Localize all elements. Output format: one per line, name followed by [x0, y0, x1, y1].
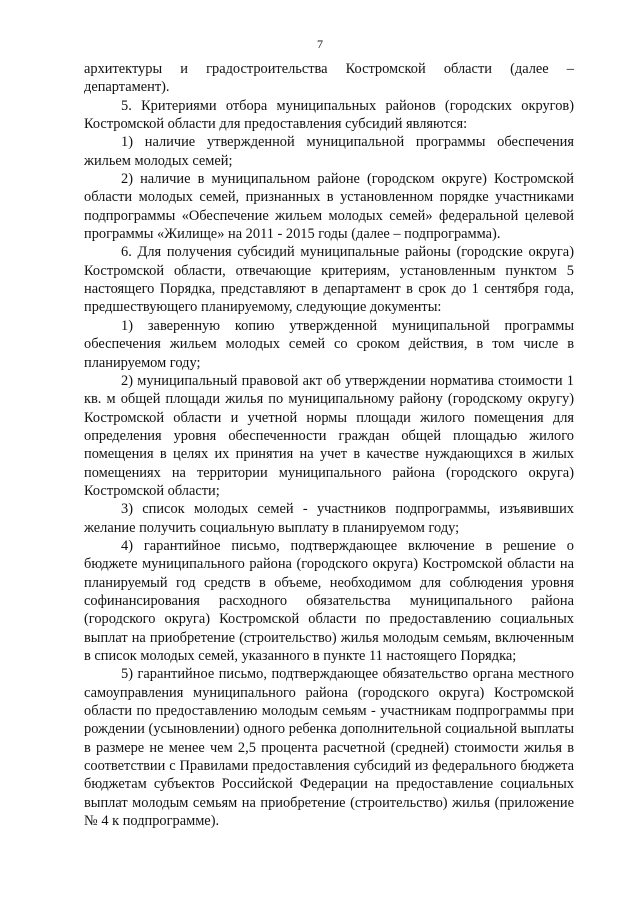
page-number: 7	[317, 37, 323, 51]
paragraph-item-6: 6. Для получения субсидий муниципальные районы (городские округа) Костромской области, отвечающие критериям, установленным пунктом 5 настоящего Порядка, представляют в департамент в срок до 1 сентября года, предшествующего планируемому, следующие документы:	[84, 244, 574, 316]
paragraph-item-5: 5. Критериями отбора муниципальных районов (городских округов) Костромской области для предоставления субсидий являются:	[84, 97, 574, 133]
paragraph-item-6-4: 4) гарантийное письмо, подтверждающее включение в решение о бюджете муниципального района (городского округа) Костромской области на планируемый год средств в объеме, необходимом для соблюдения уровня софинансирования расходного обязательства муниципального района (городского округа) Костромской области по предоставлению социальных выплат на приобретение (строительство) жилья молодым семьям, включенным в список молодых семей, указанного в пункте 11 настоящего Порядка;	[84, 537, 574, 664]
paragraph-item-6-2: 2) муниципальный правовой акт об утверждении норматива стоимости 1 кв. м общей площади жилья по муниципальному району (городскому округу) Костромской области и учетной нормы площади жилого помещения для определения уровня обеспеченности граждан общей площадью жилого помещения в целях их принятия на учет в качестве нуждающихся в жилых помещениях на территории муниципального района (городского округа) Костромской области;	[84, 372, 574, 499]
paragraph-continuation: архитектуры и градостроительства Костромской области (далее – департамент).	[84, 61, 574, 96]
paragraph-item-5-1: 1) наличие утвержденной муниципальной программы обеспечения жильем молодых семей;	[84, 134, 574, 169]
paragraph-item-6-1: 1) заверенную копию утвержденной муниципальной программы обеспечения жильем молодых семей со сроком действия, в том числе в планируемом году;	[84, 317, 574, 371]
paragraph-item-6-5: 5) гарантийное письмо, подтверждающее обязательство органа местного самоуправления муниципального района (городского округа) Костромской области по предоставлению молодым семьям - участникам подпрограммы при рождении (усыновлении) одного ребенка дополнительной социальной выплаты в размере не менее чем 2,5 процента расчетной (средней) стоимости жилья в соответствии с Правилами предоставления субсидий из федерального бюджета бюджетам субъектов Российской Федерации на предоставление социальных выплат молодым семьям на приобретение (строительство) жилья (приложение № 4 к подпрограмме).	[84, 666, 574, 830]
paragraph-item-6-3: 3) список молодых семей - участников подпрограммы, изъявивших желание получить социальную выплату в планируемом году;	[84, 501, 574, 536]
paragraph-item-5-2: 2) наличие в муниципальном районе (городском округе) Костромской области молодых семей, признанных в установленном порядке участниками подпрограммы «Обеспечение жильем молодых семей» федеральной целевой программы «Жилище» на 2011 - 2015 годы (далее – подпрограмма).	[84, 171, 574, 243]
document-body	[84, 60, 574, 830]
